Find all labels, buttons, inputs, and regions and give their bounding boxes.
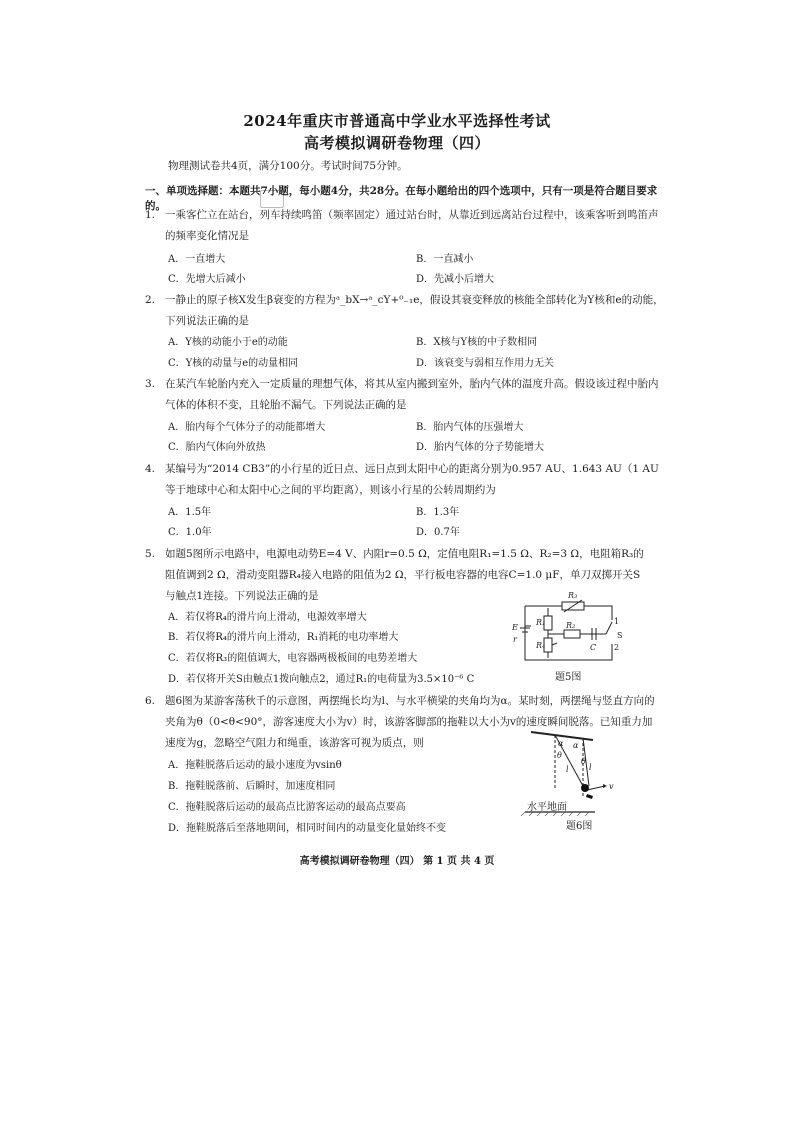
question-text: 在某汽车轮胎内充入一定质量的理想气体，将其从室内搬到室外，胎内气体的温度升高。假设该过程中胎内 [165, 378, 659, 390]
option-b: B．胎内气体的压强增大 [416, 422, 524, 433]
resistor-r2 [564, 630, 580, 638]
option-b: B．X核与Y核的中子数相同 [416, 337, 538, 348]
arrowhead [603, 784, 607, 788]
label-l-2: l [589, 763, 592, 772]
label-r: r [513, 635, 517, 644]
velocity-arrow [587, 786, 605, 790]
question-text-cont: 气体的体积不变，且轮胎不漏气。下列说法正确的是 [165, 399, 407, 411]
label-theta-1: θ [557, 751, 562, 760]
option-a: A．胎内每个气体分子的动能都增大 [168, 422, 326, 433]
label-v: v [609, 782, 614, 791]
question-number: 6. [145, 695, 156, 707]
figure-6-caption: 题6图 [566, 821, 593, 832]
question-text: 某编号为“2014 CB3”的小行星的近日点、远日点到太阳中心的距离分别为0.957 AU、1.643 AU（1 AU [165, 463, 659, 475]
label-l-1: l [566, 765, 569, 774]
option-c: C．拖鞋脱落后运动的最高点比游客运动的最高点要高 [168, 802, 406, 813]
option-a: A．Y核的动能小于e的动能 [168, 337, 288, 348]
label-r3: R₃ [568, 591, 578, 600]
label-alpha-2: α [573, 741, 579, 750]
option-b: B．1.3年 [416, 507, 460, 518]
option-c: C．Y核的动量与e的动量相同 [168, 358, 299, 369]
question-text-cont: 的频率变化情况是 [165, 230, 249, 242]
page-footer: 高考模拟调研卷物理（四） 第 1 页 共 4 页 [299, 856, 495, 867]
tourist-point-mass [581, 784, 589, 792]
label-alpha-1: α [558, 739, 564, 748]
question-number: 1. [145, 209, 156, 221]
question-text-cont: 下列说法正确的是 [165, 315, 249, 327]
question-text-cont: 夹角为θ（0<θ<90°，游客速度大小为v）时，该游客脚部的拖鞋以大小为v的速度瞬间脱落。已知重力加 [165, 716, 653, 728]
option-a: A．拖鞋脱落后运动的最小速度为vsinθ [168, 760, 342, 771]
option-d: D．胎内气体的分子势能增大 [416, 442, 545, 453]
switch-s [606, 622, 612, 634]
label-terminal-1: 1 [614, 617, 620, 626]
section-1-heading: 一、单项选择题：本题共7小题，每小题4分，共28分。在每小题给出的四个选项中，只有一项是符合题目要求的。 [145, 185, 658, 212]
question-number: 2. [145, 294, 156, 306]
option-a: A．若仅将R₄的滑片向上滑动，电源效率增大 [168, 612, 367, 623]
option-d: D．拖鞋脱落后至落地期间，相同时间内的动量变化量始终不变 [168, 823, 447, 834]
question-text-cont: 阻值调到2 Ω，滑动变阻器R₄接入电路的阻值为2 Ω，平行板电容器的电容C=1.0 μF，单刀双掷开关S [165, 569, 641, 581]
label-r2: R₂ [566, 621, 576, 630]
option-c: C．胎内气体向外放热 [168, 442, 266, 453]
exam-title-line1: 2024年重庆市普通高中学业水平选择性考试 [243, 112, 551, 130]
option-d: D．该衰变与弱相互作用力无关 [416, 358, 555, 369]
question-2 [145, 290, 665, 332]
option-d: D．若仅将开关S由触点1拨向触点2，通过R₁的电荷量为3.5×10⁻⁶ C [168, 674, 475, 685]
question-1 [145, 205, 665, 247]
question-text-cont: 速度为g，忽略空气阻力和绳重，该游客可视为质点，则 [165, 737, 424, 749]
option-b: B．拖鞋脱落前、后瞬时，加速度相同 [168, 781, 336, 792]
option-d: D．0.7年 [416, 527, 460, 538]
exam-note: 物理测试卷共4页，满分100分。考试时间75分钟。 [168, 160, 408, 172]
option-a: A．1.5年 [168, 507, 212, 518]
label-c: C [590, 643, 597, 652]
label-theta-2: θ [581, 757, 586, 766]
option-c: C．若仅将R₃的阻值调大，电容器两极板间的电势差增大 [168, 653, 418, 664]
figure-5-caption: 题5图 [555, 672, 582, 683]
label-s: S [617, 631, 623, 640]
circuit-diagram [510, 591, 630, 668]
question-4 [145, 459, 665, 501]
question-3 [145, 374, 665, 416]
question-number: 4. [145, 463, 156, 475]
question-text: 一静止的原子核X发生β衰变的方程为ᵃ_bX→ᵃ_cY+⁰₋₁e，假设其衰变释放的核能全部转化为Y核和e的动能， [165, 294, 664, 306]
option-d: D．先减小后增大 [416, 274, 495, 285]
label-terminal-2: 2 [614, 643, 620, 652]
label-e: E [512, 623, 518, 632]
label-r4: R₄ [536, 641, 546, 650]
ground-label: 水平地面 [527, 802, 567, 813]
question-text: 如题5图所示电路中，电源电动势E=4 V、内阻r=0.5 Ω，定值电阻R₁=1.5 Ω、R₂=3 Ω，电阻箱R₃的 [165, 548, 644, 560]
question-text-cont: 等于地球中心和太阳中心之间的平均距离），则该小行星的公转周期约为 [165, 484, 496, 496]
option-a: A．一直增大 [168, 254, 226, 265]
label-r1: R₁ [536, 618, 546, 627]
option-b: B．一直减小 [416, 254, 474, 265]
slipper-icon [586, 794, 593, 799]
question-number: 5. [145, 548, 156, 560]
option-b: B．若仅将R₄的滑片向上滑动，R₁消耗的电功率增大 [168, 632, 399, 643]
option-c: C．先增大后减小 [168, 274, 246, 285]
question-text: 题6图为某游客荡秋千的示意图，两摆绳长均为l、与水平横梁的夹角均为α。某时刻，两摆绳与竖直方向的 [165, 695, 655, 707]
question-number: 3. [145, 378, 156, 390]
exam-title-line2: 高考模拟调研卷物理（四） [303, 134, 490, 152]
question-text-cont: 与触点1连接。下列说法正确的是 [165, 590, 319, 602]
option-c: C．1.0年 [168, 527, 212, 538]
slider-arrow [552, 643, 557, 645]
ground-hatch [521, 812, 525, 816]
question-text: 一乘客伫立在站台，列车持续鸣笛（频率固定）通过站台时，从靠近到远离站台过程中，该乘客听到鸣笛声 [165, 209, 659, 221]
